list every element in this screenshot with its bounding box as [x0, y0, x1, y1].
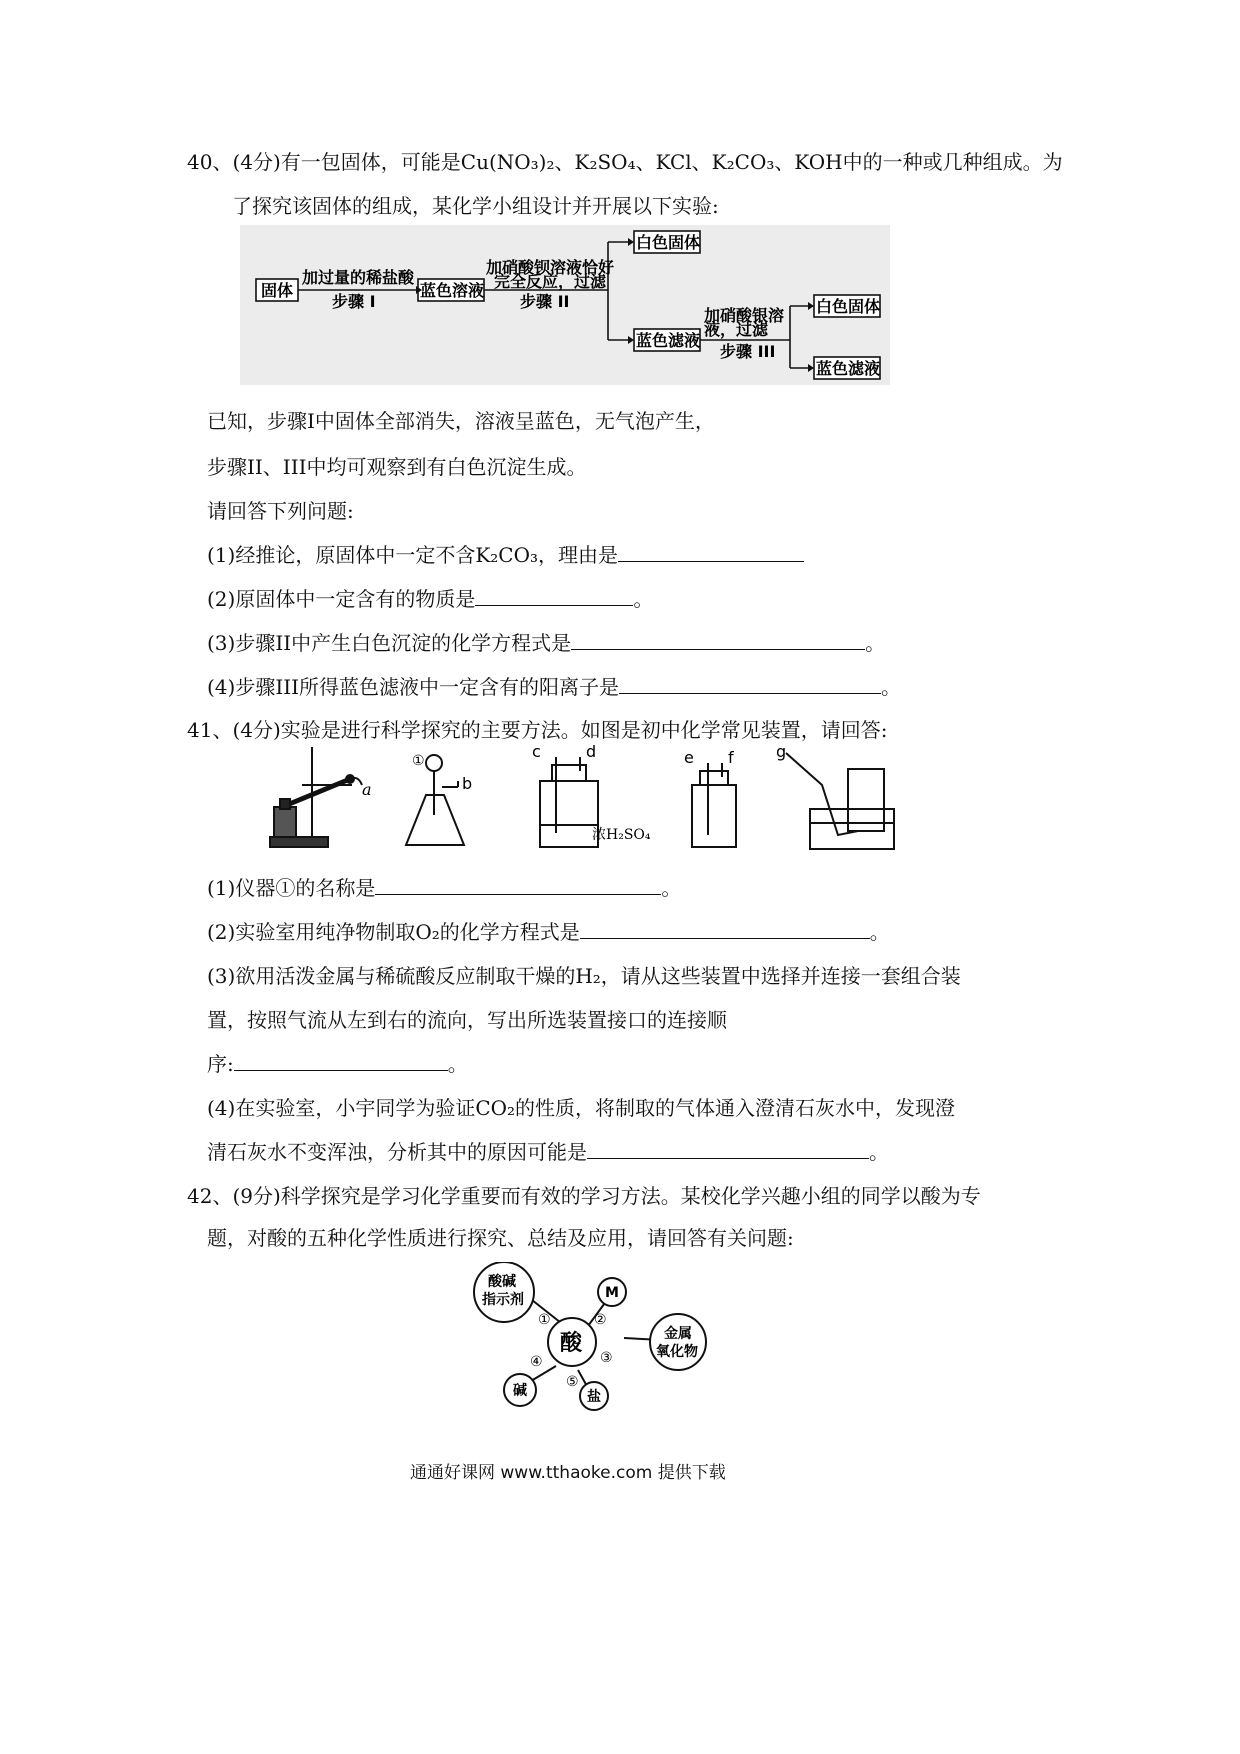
q42-line1: 42、(9分)科学探究是学习化学重要而有效的学习方法。某校化学兴趣小组的同学以酸为专: [187, 1184, 981, 1208]
answer-blank[interactable]: [580, 918, 870, 939]
label-a: a: [362, 780, 372, 799]
q41-sub2: (2)实验室用纯净物制取O₂的化学方程式是 。: [207, 920, 890, 944]
label-d: d: [586, 745, 597, 761]
label-salt: 盐: [587, 1389, 601, 1405]
label-one: ①: [412, 753, 425, 769]
label-blue-filtrate-2: 蓝色滤液: [816, 359, 881, 378]
label-g: g: [776, 745, 787, 761]
arrow3-top2: 液，过滤: [704, 320, 769, 339]
arrow1-top: 加过量的稀盐酸: [302, 268, 415, 287]
label-oxide-2: 氧化物: [656, 1344, 698, 1360]
label-b: b: [462, 774, 473, 793]
q40-known1: 已知，步骤I中固体全部消失，溶液呈蓝色，无气泡产生，: [207, 409, 715, 433]
num-1: ①: [538, 1312, 551, 1328]
answer-blank[interactable]: [375, 874, 661, 895]
label-m: M: [605, 1285, 619, 1301]
footer-source: 通通好课网 www.tthaoke.com 提供下载: [410, 1463, 726, 1483]
q41-line1: 41、(4分)实验是进行科学探究的主要方法。如图是初中化学常见装置，请回答:: [187, 718, 888, 742]
q42-line2: 题，对酸的五种化学性质进行探究、总结及应用，请回答有关问题:: [207, 1226, 794, 1250]
acid-diagram: [462, 1262, 712, 1412]
answer-blank[interactable]: [619, 673, 881, 694]
num-2: ②: [594, 1312, 607, 1328]
label-white-solid-2: 白色固体: [816, 297, 881, 316]
label-blue-solution: 蓝色溶液: [420, 281, 485, 300]
arrow2-top1: 加硝酸钡溶液恰好: [486, 258, 615, 277]
q40-sub2: (2)原固体中一定含有的物质是 。: [207, 587, 654, 611]
arrow2-top2: 完全反应，过滤: [494, 272, 607, 291]
label-base: 碱: [513, 1383, 527, 1399]
label-f: f: [728, 748, 734, 767]
q40-sub1: (1)经推论，原固体中一定不含K₂CO₃，理由是: [207, 539, 804, 568]
answer-blank[interactable]: [571, 629, 865, 650]
arrow3-top1: 加硝酸银溶: [704, 306, 785, 325]
q41-sub3b: 置，按照气流从左到右的流向，写出所选装置接口的连接顺: [207, 1008, 727, 1032]
q40-ask: 请回答下列问题:: [207, 499, 354, 523]
label-c: c: [532, 745, 541, 761]
q40-known2: 步骤II、III中均可观察到有白色沉淀生成。: [207, 455, 587, 479]
label-white-solid-1: 白色固体: [636, 233, 701, 252]
q41-sub3a: (3)欲用活泼金属与稀硫酸反应制取干燥的H₂，请从这些装置中选择并连接一套组合装: [207, 964, 961, 988]
label-blue-filtrate-1: 蓝色滤液: [636, 331, 701, 350]
label-acid-center: 酸: [560, 1331, 583, 1356]
num-4: ④: [530, 1354, 543, 1370]
answer-blank[interactable]: [475, 585, 633, 606]
arrow3-bottom: 步骤 III: [720, 342, 776, 361]
num-5: ⑤: [566, 1374, 579, 1390]
q40-sub3: (3)步骤II中产生白色沉淀的化学方程式是 。: [207, 631, 886, 655]
q41-sub4b: 清石灰水不变浑浊，分析其中的原因可能是 。: [207, 1140, 889, 1164]
q40-line1: 40、(4分)有一包固体，可能是Cu(NO₃)₂、K₂SO₄、KCl、K₂CO₃、KOH中的一种或几种组成。为: [187, 150, 1063, 174]
label-indicator-2: 指示剂: [482, 1292, 524, 1308]
q41-sub1: (1)仪器①的名称是 。: [207, 876, 682, 900]
answer-blank[interactable]: [234, 1050, 448, 1071]
q41-sub3c: 序: 。: [207, 1052, 468, 1076]
label-acid: 浓H₂SO₄: [592, 827, 651, 843]
arrow1-bottom: 步骤 I: [332, 292, 376, 311]
answer-blank[interactable]: [587, 1138, 869, 1159]
circle-oxide: [650, 1314, 706, 1370]
arrow2-bottom: 步骤 II: [520, 292, 570, 311]
q40-sub4: (4)步骤III所得蓝色滤液中一定含有的阳离子是 。: [207, 675, 902, 699]
label-indicator-1: 酸碱: [488, 1274, 516, 1290]
label-e: e: [684, 748, 694, 767]
flow-chart: [240, 225, 890, 385]
label-oxide-1: 金属: [664, 1326, 692, 1342]
q41-sub4a: (4)在实验室，小宇同学为验证CO₂的性质，将制取的气体通入澄清石灰水中，发现澄: [207, 1096, 956, 1120]
num-3: ③: [600, 1350, 613, 1366]
apparatus-figure: [262, 745, 902, 855]
answer-blank[interactable]: [618, 541, 804, 562]
label-solid: 固体: [261, 281, 294, 300]
q40-line2: 了探究该固体的组成，某化学小组设计并开展以下实验:: [232, 194, 719, 218]
